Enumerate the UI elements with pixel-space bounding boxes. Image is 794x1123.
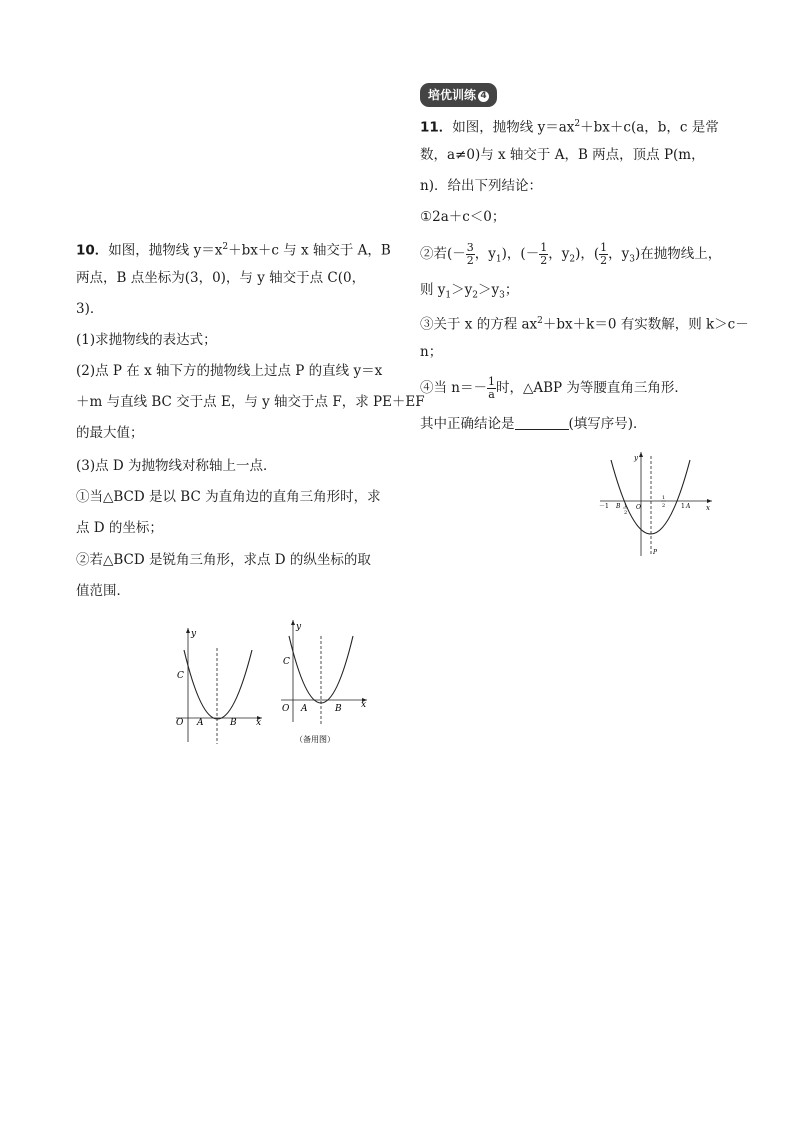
q11-text: )，( bbox=[575, 246, 600, 262]
section-badge bbox=[420, 83, 497, 107]
q11-text: 则 y bbox=[420, 282, 446, 298]
q10-part-2-line-3: 的最大值； bbox=[76, 425, 144, 441]
q11-text: ＋bx＋k＝0 有实数解，则 k＞c－ bbox=[542, 316, 749, 333]
q11-conclusion-3-line-2: n； bbox=[420, 344, 443, 360]
q11-tick-minus1: －1 bbox=[599, 503, 609, 510]
fig1-label-A: A bbox=[197, 718, 204, 728]
numerator: 1 bbox=[540, 241, 548, 254]
q10-part-3-1-line-2: 点 D 的坐标； bbox=[76, 520, 163, 536]
q11-text: ＋bx＋c(a，b，c 是常 bbox=[580, 119, 719, 136]
q11-conclusion-2-line-2 bbox=[420, 280, 518, 306]
fig1-label-B: B bbox=[230, 718, 237, 728]
q10-part-3: (3)点 D 为抛物线对称轴上一点． bbox=[76, 458, 277, 474]
q11-text: 其中正确结论是 bbox=[420, 416, 515, 432]
q11-text: (填写序号)． bbox=[568, 416, 647, 432]
fig2-y-label: y bbox=[296, 622, 302, 632]
q11-text: )，(－ bbox=[501, 246, 540, 262]
q11-x-label: x bbox=[706, 504, 710, 512]
subscript: 2 bbox=[472, 290, 479, 301]
subscript: 2 bbox=[569, 254, 576, 265]
badge-number: 4 bbox=[478, 91, 489, 102]
q11-conclusion-3 bbox=[420, 311, 749, 335]
q10-line-2: 两点，B 点坐标为(3，0)，与 y 轴交于点 C(0， bbox=[76, 270, 366, 286]
q10-part-3-2-line-2: 值范围． bbox=[76, 583, 130, 599]
fraction-1-2 bbox=[539, 242, 548, 267]
superscript: 2 bbox=[222, 242, 229, 252]
q10-number: 10． bbox=[76, 242, 109, 259]
fig2-caption: （备用图） bbox=[295, 735, 335, 744]
numerator: 1 bbox=[600, 241, 608, 254]
q11-label-P: P bbox=[653, 549, 658, 556]
q10-line-1 bbox=[76, 237, 391, 261]
badge-label: 培优训练 bbox=[428, 88, 477, 102]
fig2-label-C: C bbox=[283, 657, 290, 667]
answer-blank[interactable] bbox=[515, 415, 569, 430]
fig2-label-A: A bbox=[301, 704, 308, 714]
numerator: 1 bbox=[488, 375, 495, 388]
subscript: 1 bbox=[445, 290, 452, 301]
q11-number: 11． bbox=[420, 119, 453, 136]
q10-part-2-line-2: ＋m 与直线 BC 交于点 E，与 y 轴交于点 F，求 PE＋EF bbox=[76, 394, 425, 410]
q11-line-2: 数，a≠0)与 x 轴交于 A，B 两点，顶点 P(m， bbox=[420, 147, 705, 163]
q11-text: ＞y bbox=[478, 282, 500, 298]
fig1-label-C: C bbox=[177, 671, 184, 681]
subscript: 3 bbox=[629, 254, 635, 265]
q10-text: ＋bx＋c 与 x 轴交于 A，B bbox=[228, 242, 391, 259]
q11-label-A: A bbox=[686, 503, 691, 510]
q11-text: ，y bbox=[548, 246, 570, 262]
fig2-label-O: O bbox=[282, 704, 290, 714]
q10-part-2-line-1: (2)点 P 在 x 轴下方的抛物线上过点 P 的直线 y＝x bbox=[76, 363, 383, 379]
q11-text: 时，△ABP 为等腰直角三角形． bbox=[496, 380, 688, 396]
q11-label-B: B bbox=[616, 503, 621, 510]
q10-part-1: (1)求抛物线的表达式； bbox=[76, 332, 217, 348]
subscript: 1 bbox=[495, 254, 502, 265]
fig1-y-label: y bbox=[191, 629, 197, 639]
q11-text: ； bbox=[504, 282, 519, 298]
q11-line-3: n)．给出下列结论： bbox=[420, 178, 542, 194]
q11-tick-1: 1 bbox=[681, 503, 685, 510]
denominator: 2 bbox=[540, 254, 548, 267]
q11-parabola-graph bbox=[596, 448, 718, 560]
fig1-x-label: x bbox=[256, 718, 262, 728]
q11-text: ，y bbox=[608, 246, 630, 262]
q11-label-O: O bbox=[636, 504, 641, 511]
q10-figure-1 bbox=[170, 624, 270, 748]
fraction-1-2 bbox=[599, 242, 608, 267]
q11-tick-half-den: 2 bbox=[662, 503, 666, 509]
denominator: 2 bbox=[466, 254, 474, 267]
q10-figure-2-backup bbox=[277, 614, 377, 748]
superscript: 2 bbox=[537, 316, 543, 326]
numerator: 3 bbox=[466, 241, 474, 254]
q10-part-3-2-line-1: ②若△BCD 是锐角三角形，求点 D 的纵坐标的取 bbox=[76, 552, 371, 568]
subscript: 3 bbox=[499, 290, 505, 301]
q11-conclusion-2 bbox=[420, 242, 721, 270]
q10-line-3: 3)． bbox=[76, 301, 104, 317]
q11-conclusion-4 bbox=[420, 376, 688, 401]
q11-y-label: y bbox=[634, 454, 638, 462]
denominator: a bbox=[488, 388, 495, 401]
q11-text: )在抛物线上， bbox=[635, 246, 722, 262]
fig2-label-B: B bbox=[335, 704, 342, 714]
fig1-label-O: O bbox=[176, 718, 184, 728]
q11-text: 如图，抛物线 y＝ax bbox=[452, 119, 575, 136]
q11-ask bbox=[420, 414, 647, 434]
q11-line-1 bbox=[420, 114, 719, 138]
q11-text: ＞y bbox=[451, 282, 473, 298]
q10-part-3-1-line-1: ①当△BCD 是以 BC 为直角边的直角三角形时，求 bbox=[76, 489, 381, 505]
superscript: 2 bbox=[574, 119, 581, 129]
fraction-1-a bbox=[487, 376, 496, 401]
q11-tick-neg-half-num: 1 bbox=[624, 503, 628, 509]
q11-text: ④当 n＝－ bbox=[420, 380, 487, 396]
q11-text: ③关于 x 的方程 ax bbox=[420, 316, 538, 333]
q10-text: 如图，抛物线 y＝x bbox=[108, 242, 223, 259]
q11-text: ②若(－ bbox=[420, 246, 466, 262]
q11-text: ，y bbox=[474, 246, 496, 262]
fraction-3-2 bbox=[466, 242, 475, 267]
q11-conclusion-1: ①2a＋c＜0； bbox=[420, 209, 506, 225]
fig2-x-label: x bbox=[361, 700, 367, 710]
denominator: 2 bbox=[600, 254, 608, 267]
q11-tick-neg-half-den: 2 bbox=[624, 510, 628, 516]
q11-tick-half-num: 1 bbox=[662, 495, 666, 501]
